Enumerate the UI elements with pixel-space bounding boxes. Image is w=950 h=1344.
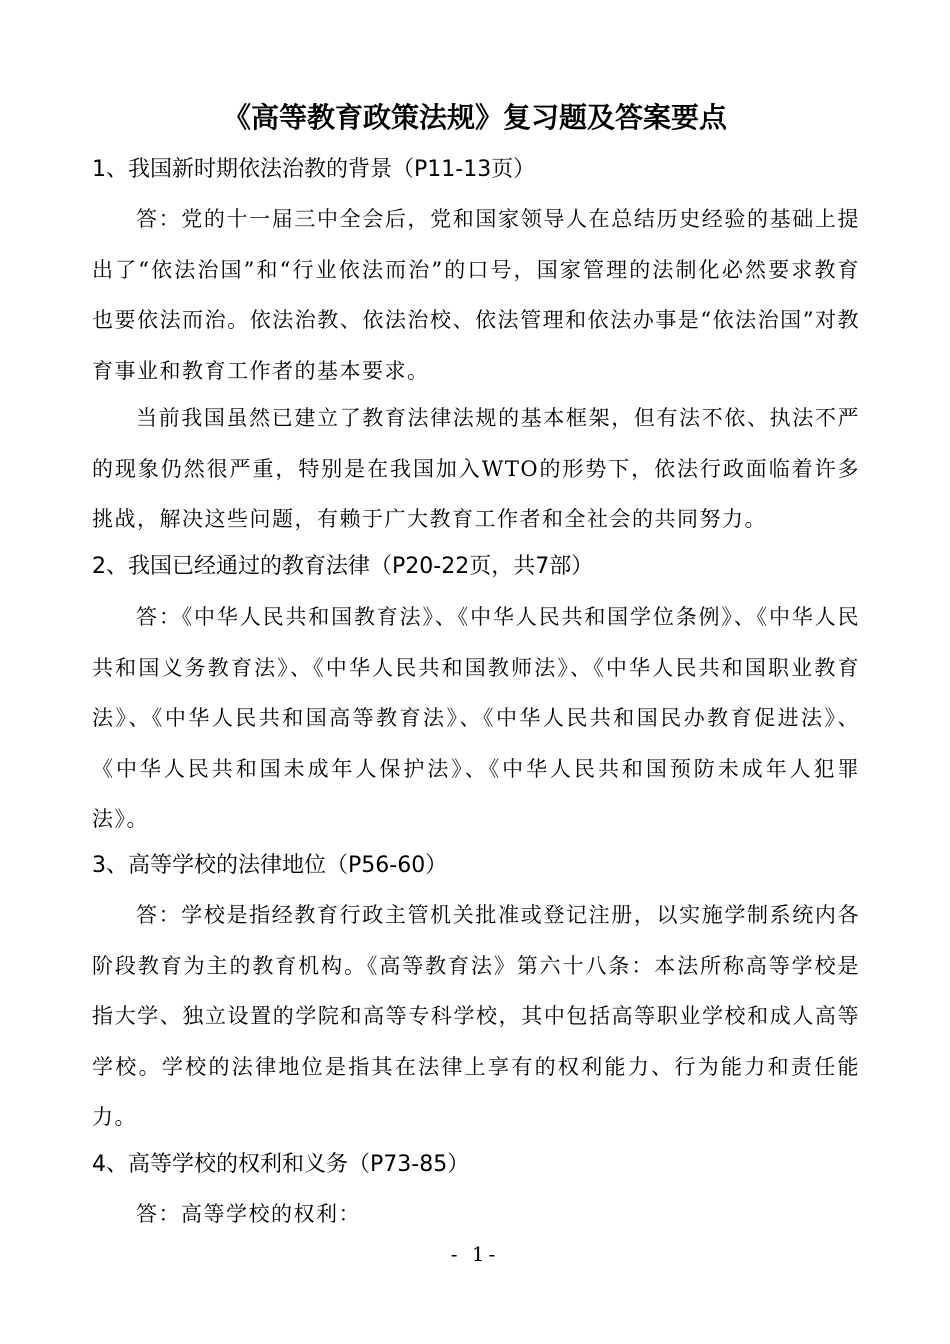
section-1-paragraph-1: 答：党的十一届三中全会后，党和国家领导人在总结历史经验的基础上提出了“依法治国”和“行业依法而治”的口号，国家管理的法制化必然要求教育也要依法而治。依法治教、依法治校、依法管理和依法办事是“依法治国”对教育事业和教育工作者的基本要求。: [92, 207, 860, 383]
section-1-heading: 1、我国新时期依法治教的背景（P11-13页）: [92, 157, 536, 182]
section-3-paragraph-1: 答：学校是指经教育行政主管机关批准或登记注册，以实施学制系统内各阶段教育为主的教育机构。《高等教育法》第六十八条：本法所称高等学校是指大学、独立设置的学院和高等专科学校，其中包括高等职业学校和成人高等学校。学校的法律地位是指其在法律上享有的权利能力、行为能力和责任能力。: [92, 903, 860, 1129]
section-3-heading: 3、高等学校的法律地位（P56-60）: [92, 853, 448, 878]
section-2-heading: 2、我国已经通过的教育法律（P20-22页，共7部）: [92, 554, 594, 579]
document-title: 《高等教育政策法规》复习题及答案要点: [222, 101, 727, 134]
section-4-paragraph-1: 答：高等学校的权利：: [136, 1202, 361, 1226]
page-number: - 1-: [450, 1242, 500, 1266]
section-2-paragraph-1: 答：《中华人民共和国教育法》、《中华人民共和国学位条例》、《中华人民共和国义务教育法》、《中华人民共和国教师法》、《中华人民共和国职业教育法》、《中华人民共和国高等教育法》、《中华人民共和国民办教育促进法》、《中华人民共和国未成年人保护法》、《中华人民共和国预防未成年人犯罪法》。: [92, 605, 860, 831]
section-4-heading: 4、高等学校的权利和义务（P73-85）: [92, 1152, 470, 1177]
section-1-paragraph-2: 当前我国虽然已建立了教育法律法规的基本框架，但有法不依、执法不严的现象仍然很严重，特别是在我国加入WTO的形势下，依法行政面临着许多挑战，解决这些问题，有赖于广大教育工作者和全社会的共同努力。: [92, 406, 860, 531]
